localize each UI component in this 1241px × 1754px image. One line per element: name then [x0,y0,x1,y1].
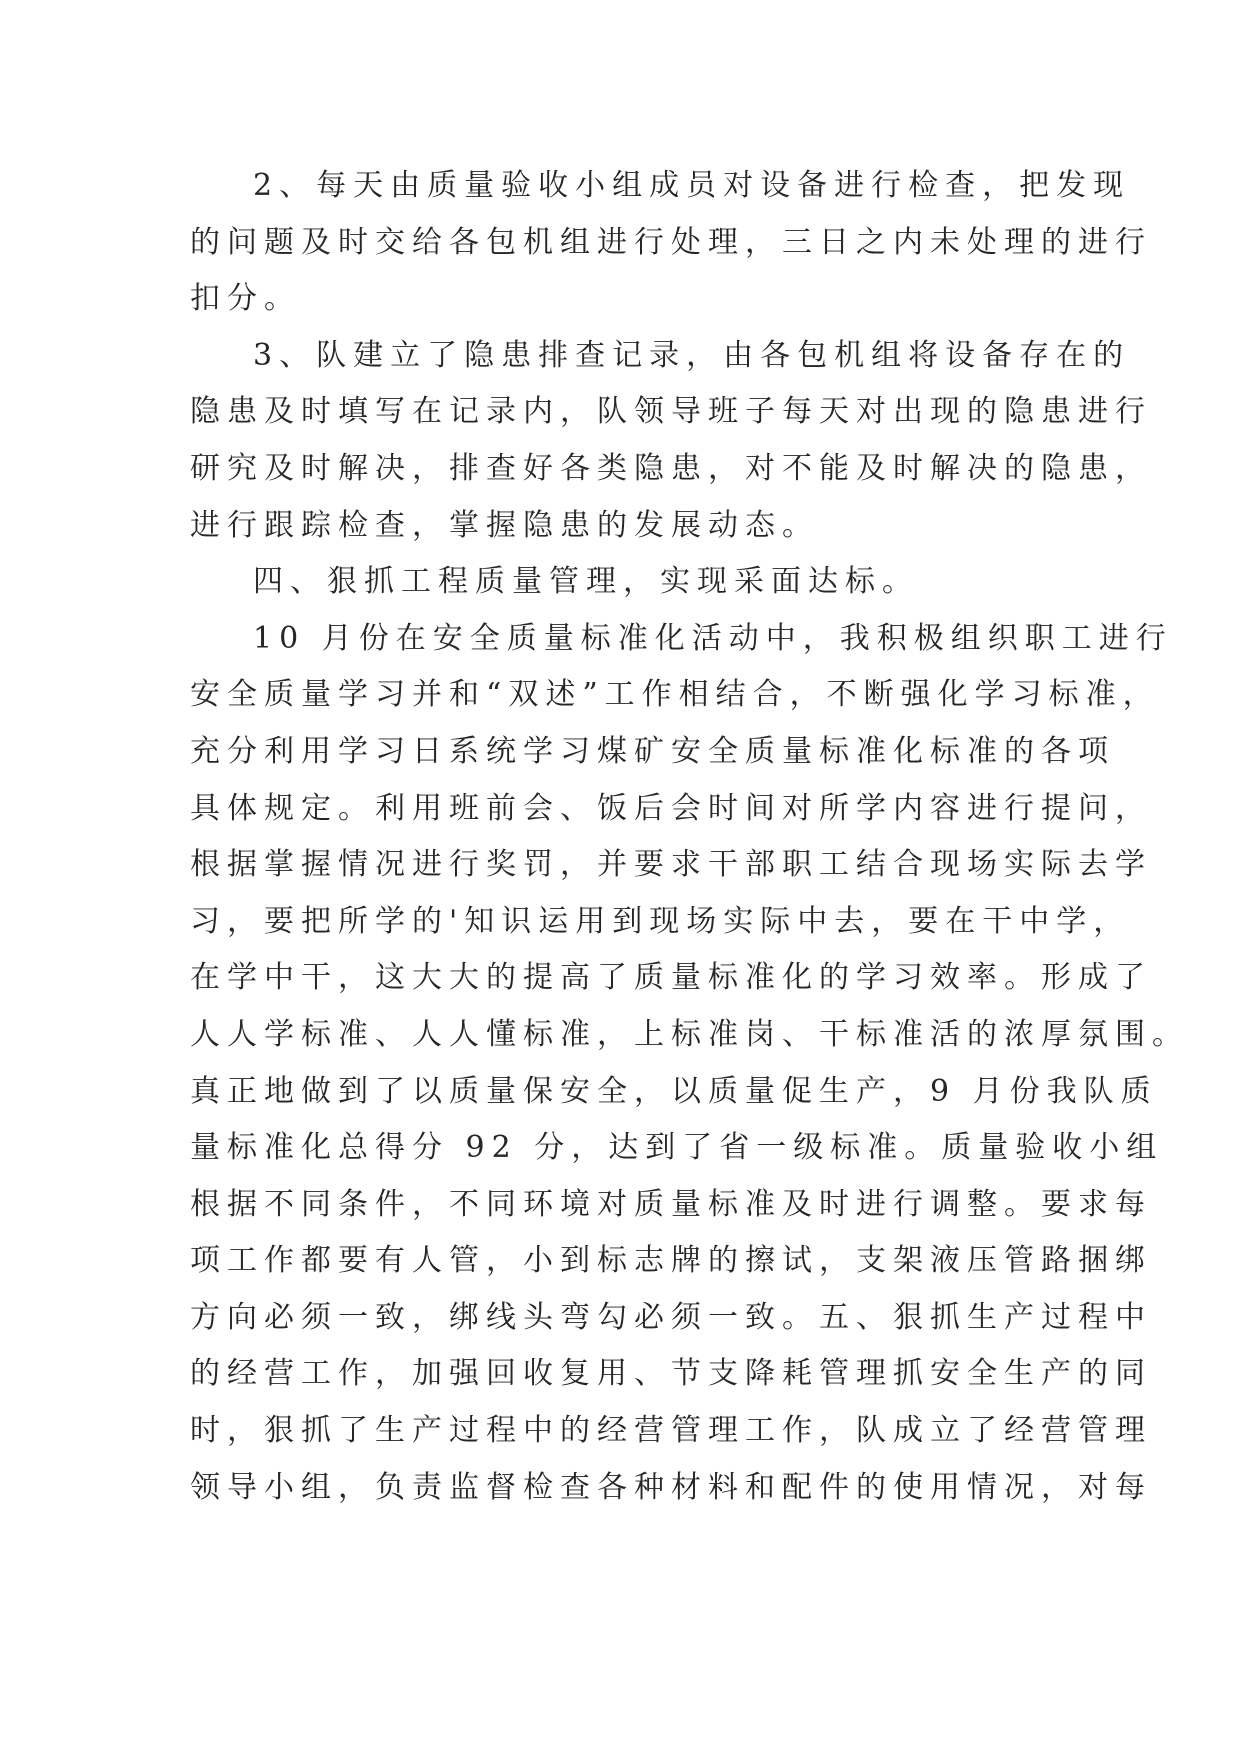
text-line: 方向必须一致，绑线头弯勾必须一致。五、狠抓生产过程中 [190,1299,1152,1335]
text-line: 隐患及时填写在记录内，队领导班子每天对出现的隐患进行 [190,394,1152,430]
text-line: 人人学标准、人人懂标准，上标准岗、干标准活的浓厚氛围。 [190,1016,1189,1052]
text-line: 在学中干，这大大的提高了质量标准化的学习效率。形成了 [190,960,1152,996]
text-line: 量标准化总得分 92 分，达到了省一级标准。质量验收小组 [190,1130,1164,1166]
text-line: 的问题及时交给各包机组进行处理，三日之内未处理的进行 [190,224,1152,260]
text-line: 项工作都要有人管，小到标志牌的擦试，支架液压管路捆绑 [190,1243,1152,1279]
text-line: 根据不同条件，不同环境对质量标准及时进行调整。要求每 [190,1186,1152,1222]
text-line: 2、每天由质量验收小组成员对设备进行检查，把发现 [253,168,1131,203]
text-line: 领导小组，负责监督检查各种材料和配件的使用情况，对每 [190,1469,1152,1505]
text-line: 时，狠抓了生产过程中的经营管理工作，队成立了经营管理 [190,1413,1152,1449]
body-text [190,158,1189,1516]
text-line: 安全质量学习并和“双述”工作相结合，不断强化学习标准， [190,677,1160,713]
text-line: 根据掌握情况进行奖罚，并要求干部职工结合现场实际去学 [190,847,1152,883]
text-line: 研究及时解决，排查好各类隐患，对不能及时解决的隐患， [190,450,1152,486]
section-heading: 四、狠抓工程质量管理，实现采面达标。 [253,564,919,600]
text-line: 充分利用学习日系统学习煤矿安全质量标准化标准的各项 [190,733,1115,769]
text-line: 进行跟踪检查，掌握隐患的发展动态。 [190,507,819,543]
text-line: 3、队建立了隐患排查记录，由各包机组将设备存在的 [253,337,1131,373]
text-line: 10 月份在安全质量标准化活动中，我积极组织职工进行 [253,620,1173,656]
text-line: 的经营工作，加强回收复用、节支降耗管理抓安全生产的同 [190,1356,1152,1392]
text-line: 习，要把所学的'知识运用到现场实际中去，要在干中学， [190,903,1131,939]
text-line: 扣分。 [190,281,301,317]
text-line: 具体规定。利用班前会、饭后会时间对所学内容进行提问， [190,790,1152,826]
text-line: 真正地做到了以质量保安全，以质量促生产，9 月份我队质 [190,1073,1158,1109]
